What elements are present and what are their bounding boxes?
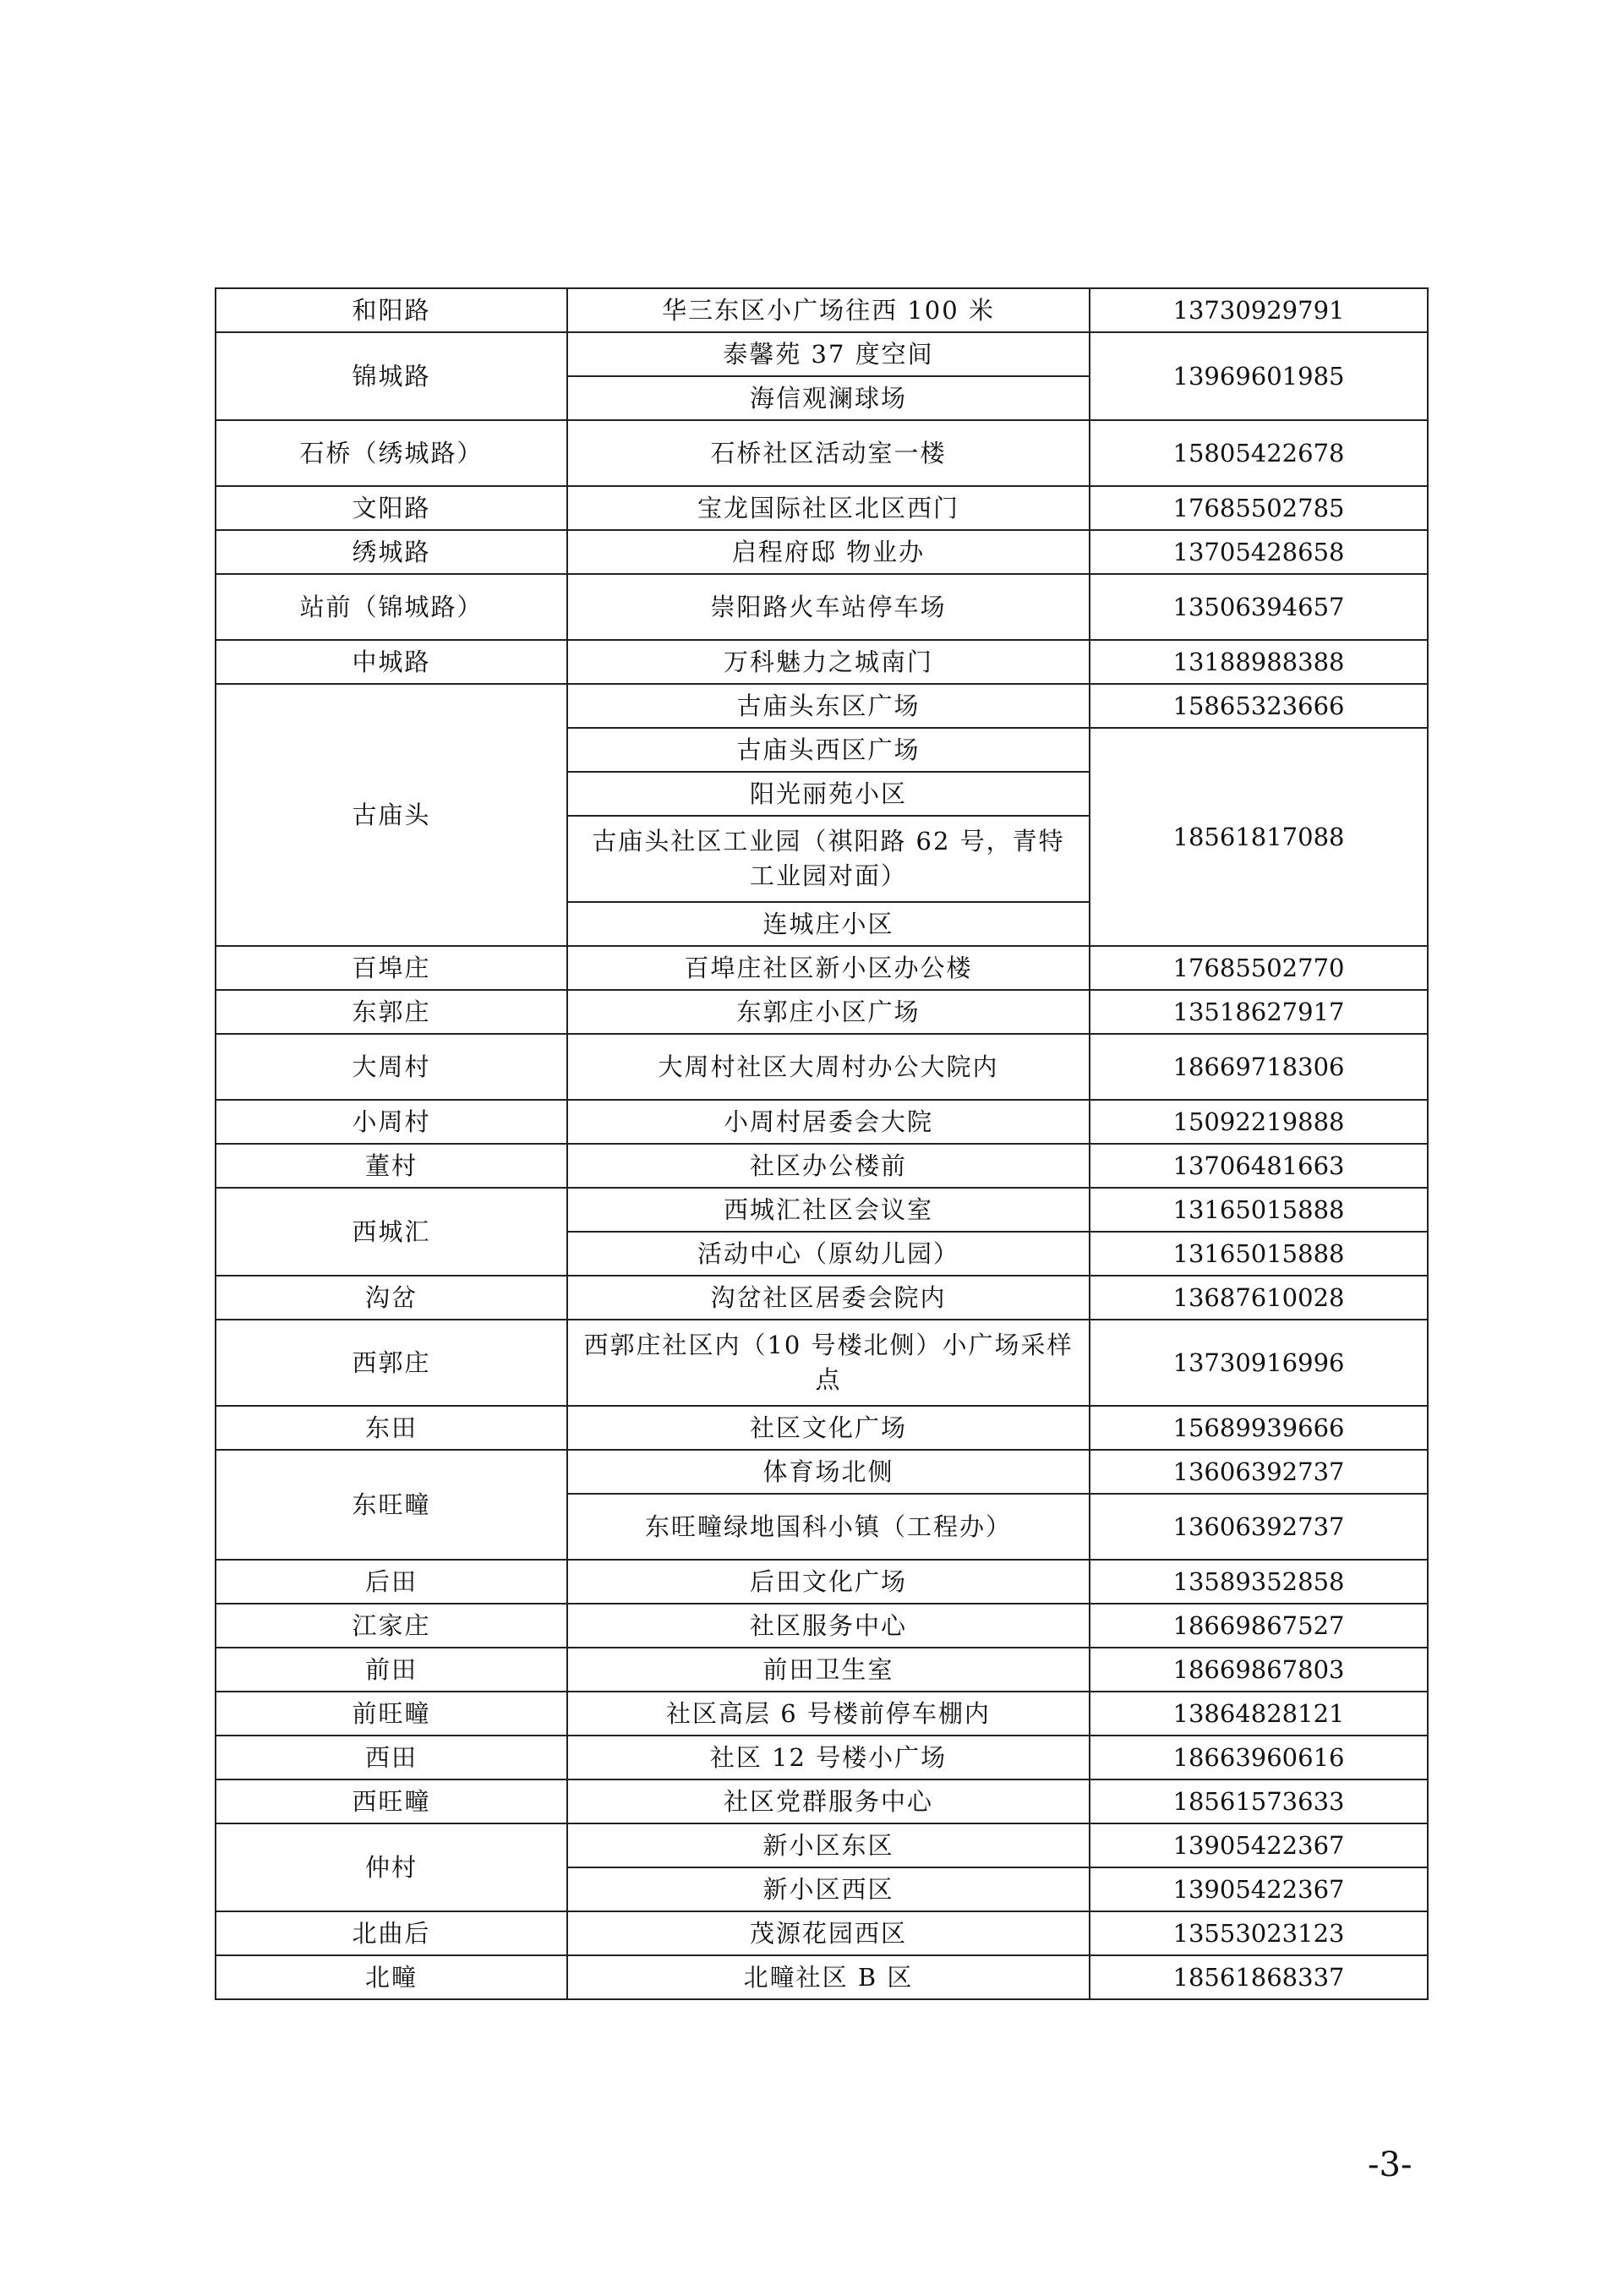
table-row bbox=[216, 1450, 1428, 1494]
site-cell: 东旺疃绿地国科小镇（工程办） bbox=[567, 1494, 1090, 1560]
site-cell: 沟岔社区居委会院内 bbox=[567, 1276, 1090, 1320]
site-cell: 新小区西区 bbox=[567, 1867, 1090, 1911]
site-cell: 泰馨苑 37 度空间 bbox=[567, 332, 1090, 376]
table-row bbox=[216, 990, 1428, 1034]
site-cell: 后田文化广场 bbox=[567, 1560, 1090, 1604]
phone-cell: 18669867527 bbox=[1090, 1604, 1428, 1648]
site-cell: 石桥社区活动室一楼 bbox=[567, 420, 1090, 486]
community-cell: 文阳路 bbox=[216, 486, 567, 530]
phone-cell: 13905422367 bbox=[1090, 1823, 1428, 1867]
community-cell: 仲村 bbox=[216, 1823, 567, 1911]
site-cell: 社区 12 号楼小广场 bbox=[567, 1736, 1090, 1779]
phone-cell: 13606392737 bbox=[1090, 1494, 1428, 1560]
table-row bbox=[216, 530, 1428, 574]
phone-cell: 18561868337 bbox=[1090, 1955, 1428, 1999]
phone-cell: 13706481663 bbox=[1090, 1144, 1428, 1188]
table-row bbox=[216, 288, 1428, 332]
site-cell: 宝龙国际社区北区西门 bbox=[567, 486, 1090, 530]
community-cell: 古庙头 bbox=[216, 684, 567, 946]
site-cell: 小周村居委会大院 bbox=[567, 1100, 1090, 1144]
phone-cell: 13864828121 bbox=[1090, 1692, 1428, 1736]
phone-cell: 13969601985 bbox=[1090, 332, 1428, 420]
phone-cell: 13705428658 bbox=[1090, 530, 1428, 574]
table-row bbox=[216, 574, 1428, 640]
table-row bbox=[216, 1034, 1428, 1100]
site-cell: 华三东区小广场往西 100 米 bbox=[567, 288, 1090, 332]
site-cell: 古庙头东区广场 bbox=[567, 684, 1090, 728]
phone-cell: 13188988388 bbox=[1090, 640, 1428, 684]
site-cell: 百埠庄社区新小区办公楼 bbox=[567, 946, 1090, 990]
phone-cell: 13553023123 bbox=[1090, 1911, 1428, 1955]
site-cell: 社区高层 6 号楼前停车棚内 bbox=[567, 1692, 1090, 1736]
community-cell: 石桥（绣城路） bbox=[216, 420, 567, 486]
table-row bbox=[216, 1604, 1428, 1648]
phone-cell: 18669867803 bbox=[1090, 1648, 1428, 1692]
table-row bbox=[216, 1823, 1428, 1867]
phone-cell: 15865323666 bbox=[1090, 684, 1428, 728]
table-row bbox=[216, 332, 1428, 376]
community-cell: 前旺疃 bbox=[216, 1692, 567, 1736]
site-cell: 西城汇社区会议室 bbox=[567, 1188, 1090, 1232]
site-cell: 新小区东区 bbox=[567, 1823, 1090, 1867]
community-cell: 西郭庄 bbox=[216, 1320, 567, 1406]
community-cell: 东郭庄 bbox=[216, 990, 567, 1034]
table-row bbox=[216, 1100, 1428, 1144]
page-number: -3- bbox=[1368, 2146, 1413, 2184]
community-cell: 西旺疃 bbox=[216, 1779, 567, 1823]
site-cell: 东郭庄小区广场 bbox=[567, 990, 1090, 1034]
table-row bbox=[216, 1320, 1428, 1406]
phone-cell: 15689939666 bbox=[1090, 1406, 1428, 1450]
site-cell: 连城庄小区 bbox=[567, 902, 1090, 946]
community-cell: 前田 bbox=[216, 1648, 567, 1692]
site-cell: 社区文化广场 bbox=[567, 1406, 1090, 1450]
table-row bbox=[216, 1736, 1428, 1779]
site-cell: 体育场北侧 bbox=[567, 1450, 1090, 1494]
table-row bbox=[216, 1276, 1428, 1320]
site-cell: 古庙头西区广场 bbox=[567, 728, 1090, 772]
phone-cell: 13606392737 bbox=[1090, 1450, 1428, 1494]
phone-cell: 18663960616 bbox=[1090, 1736, 1428, 1779]
sampling-sites-table bbox=[215, 287, 1429, 2000]
community-cell: 西田 bbox=[216, 1736, 567, 1779]
table-row bbox=[216, 946, 1428, 990]
phone-cell: 15092219888 bbox=[1090, 1100, 1428, 1144]
site-cell: 活动中心（原幼儿园） bbox=[567, 1232, 1090, 1276]
table-row bbox=[216, 1692, 1428, 1736]
site-cell: 北疃社区 B 区 bbox=[567, 1955, 1090, 1999]
community-cell: 小周村 bbox=[216, 1100, 567, 1144]
site-cell: 阳光丽苑小区 bbox=[567, 772, 1090, 816]
community-cell: 后田 bbox=[216, 1560, 567, 1604]
community-cell: 西城汇 bbox=[216, 1188, 567, 1276]
community-cell: 沟岔 bbox=[216, 1276, 567, 1320]
community-cell: 站前（锦城路） bbox=[216, 574, 567, 640]
table-row bbox=[216, 1560, 1428, 1604]
site-cell: 西郭庄社区内（10 号楼北侧）小广场采样点 bbox=[567, 1320, 1090, 1406]
community-cell: 东田 bbox=[216, 1406, 567, 1450]
community-cell: 大周村 bbox=[216, 1034, 567, 1100]
site-cell: 崇阳路火车站停车场 bbox=[567, 574, 1090, 640]
phone-cell: 15805422678 bbox=[1090, 420, 1428, 486]
phone-cell: 18561817088 bbox=[1090, 728, 1428, 946]
phone-cell: 13165015888 bbox=[1090, 1232, 1428, 1276]
community-cell: 董村 bbox=[216, 1144, 567, 1188]
table-row bbox=[216, 1188, 1428, 1232]
phone-cell: 13165015888 bbox=[1090, 1188, 1428, 1232]
phone-cell: 13518627917 bbox=[1090, 990, 1428, 1034]
phone-cell: 13730929791 bbox=[1090, 288, 1428, 332]
phone-cell: 13730916996 bbox=[1090, 1320, 1428, 1406]
phone-cell: 13905422367 bbox=[1090, 1867, 1428, 1911]
site-cell: 社区办公楼前 bbox=[567, 1144, 1090, 1188]
table-row bbox=[216, 640, 1428, 684]
table-row bbox=[216, 1144, 1428, 1188]
phone-cell: 13589352858 bbox=[1090, 1560, 1428, 1604]
phone-cell: 17685502785 bbox=[1090, 486, 1428, 530]
table-row bbox=[216, 486, 1428, 530]
table-row bbox=[216, 1406, 1428, 1450]
community-cell: 北疃 bbox=[216, 1955, 567, 1999]
site-cell: 大周村社区大周村办公大院内 bbox=[567, 1034, 1090, 1100]
phone-cell: 18561573633 bbox=[1090, 1779, 1428, 1823]
table-row bbox=[216, 1648, 1428, 1692]
site-cell: 海信观澜球场 bbox=[567, 376, 1090, 420]
phone-cell: 13687610028 bbox=[1090, 1276, 1428, 1320]
community-cell: 东旺疃 bbox=[216, 1450, 567, 1560]
community-cell: 江家庄 bbox=[216, 1604, 567, 1648]
site-cell: 启程府邸 物业办 bbox=[567, 530, 1090, 574]
site-cell: 万科魅力之城南门 bbox=[567, 640, 1090, 684]
table-row bbox=[216, 684, 1428, 728]
phone-cell: 17685502770 bbox=[1090, 946, 1428, 990]
table-row bbox=[216, 420, 1428, 486]
table-row bbox=[216, 1779, 1428, 1823]
site-cell: 社区党群服务中心 bbox=[567, 1779, 1090, 1823]
site-cell: 社区服务中心 bbox=[567, 1604, 1090, 1648]
phone-cell: 18669718306 bbox=[1090, 1034, 1428, 1100]
table-row bbox=[216, 1955, 1428, 1999]
community-cell: 和阳路 bbox=[216, 288, 567, 332]
site-cell: 前田卫生室 bbox=[567, 1648, 1090, 1692]
community-cell: 北曲后 bbox=[216, 1911, 567, 1955]
community-cell: 百埠庄 bbox=[216, 946, 567, 990]
community-cell: 中城路 bbox=[216, 640, 567, 684]
phone-cell: 13506394657 bbox=[1090, 574, 1428, 640]
community-cell: 锦城路 bbox=[216, 332, 567, 420]
site-cell: 茂源花园西区 bbox=[567, 1911, 1090, 1955]
community-cell: 绣城路 bbox=[216, 530, 567, 574]
site-cell: 古庙头社区工业园（祺阳路 62 号，青特工业园对面） bbox=[567, 816, 1090, 902]
table-row bbox=[216, 1911, 1428, 1955]
